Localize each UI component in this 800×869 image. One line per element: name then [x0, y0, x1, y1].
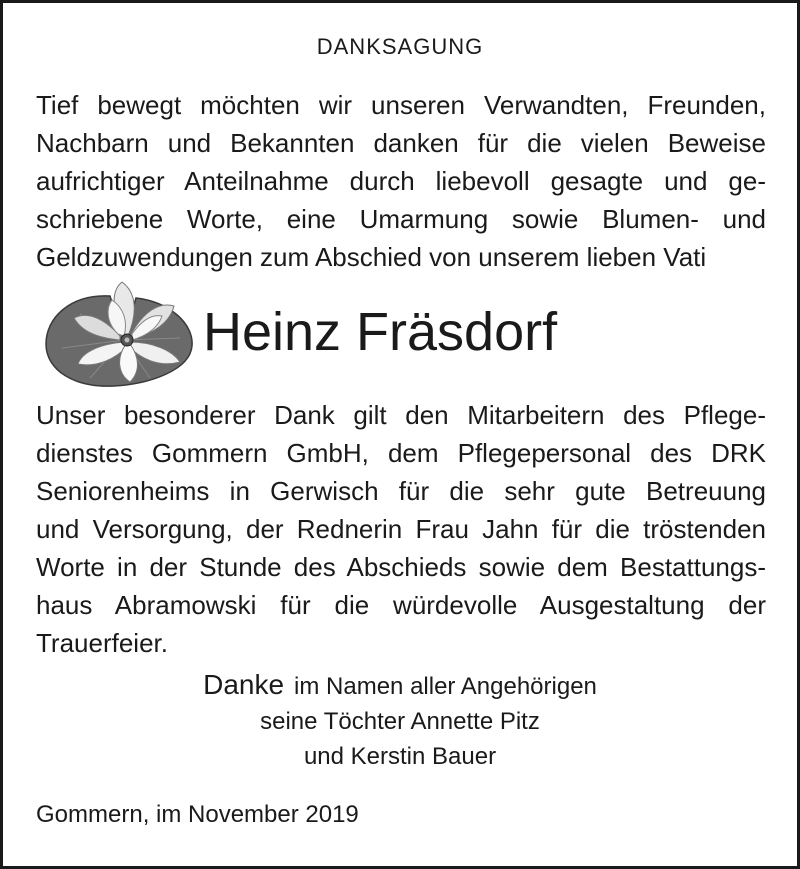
thanks-line: dienstes Gommern GmbH, dem Pflegepersonal des DRK [36, 438, 766, 468]
deceased-block [40, 278, 760, 398]
signoff-block [0, 667, 800, 774]
intro-line: schriebene Worte, eine Umarmung sowie Blumen- und [36, 204, 766, 234]
notice-heading: DANKSAGUNG [316, 34, 484, 59]
thanks-line: Unser besonderer Dank gilt den Mitarbeitern des Pflege- [36, 400, 766, 430]
thanks-line: Trauerfeier. [36, 628, 168, 658]
thanks-line: Worte in der Stunde des Abschieds sowie dem Bestattungs- [36, 552, 766, 582]
thanks-line: Seniorenheims in Gerwisch für die sehr gute Betreuung [36, 476, 766, 506]
thanks-paragraph [36, 396, 766, 662]
deceased-name: Heinz Fräsdorf [203, 302, 558, 362]
intro-line: Geldzuwendungen zum Abschied von unserem lieben Vati [36, 242, 707, 272]
thanks-line: und Versorgung, der Rednerin Frau Jahn für die tröstenden [36, 514, 766, 544]
thanks-line: haus Abramowski für die würdevolle Ausgestaltung der [36, 590, 766, 620]
place-date: Gommern, im November 2019 [36, 801, 359, 828]
water-lily-icon [40, 278, 200, 393]
intro-line: Nachbarn und Bekannten danken für die vielen Beweise [36, 128, 766, 158]
signoff-on-behalf: im Namen aller Angehörigen [294, 673, 597, 700]
intro-paragraph [36, 86, 766, 276]
signoff-line-3: und Kerstin Bauer [303, 743, 497, 770]
signoff-danke: Danke [203, 669, 285, 700]
signoff-line-2: seine Töchter Annette Pitz [260, 708, 540, 735]
signoff-line-1 [0, 667, 800, 704]
intro-line: Tief bewegt möchten wir unseren Verwandten, Freunden, [36, 90, 766, 120]
intro-line: aufrichtiger Anteilnahme durch liebevoll gesagte und ge- [36, 166, 766, 196]
